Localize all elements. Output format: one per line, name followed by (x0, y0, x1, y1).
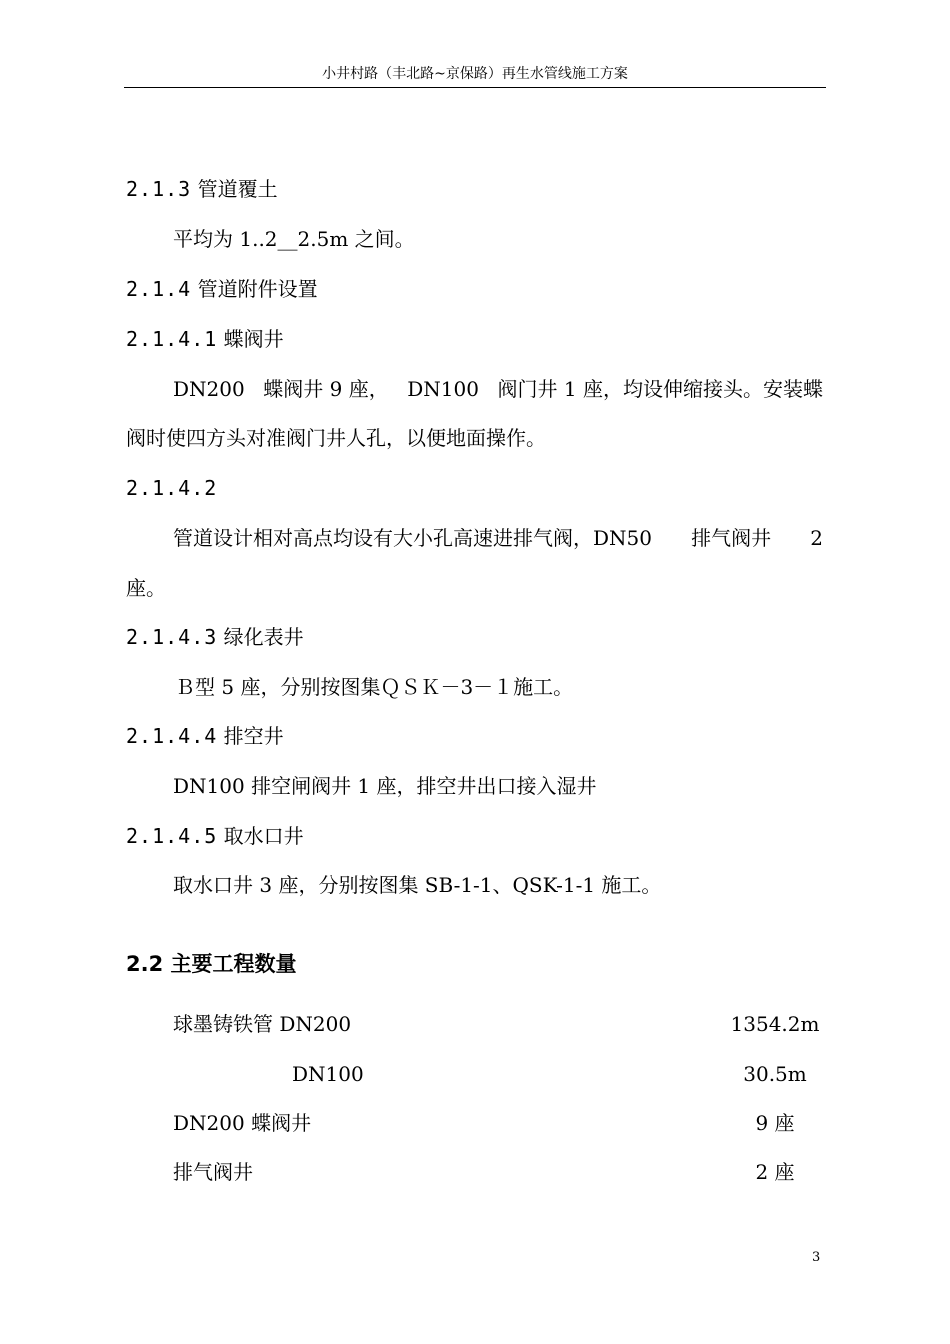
section-title: 绿化表井 (223, 625, 304, 649)
section-number: 2.1.3 (126, 177, 192, 201)
heading-2-1-4-3 (126, 623, 304, 651)
text-segment: 蝶阀井 9 座， (263, 377, 389, 401)
paragraph-2-1-4-1-line-1 (173, 375, 823, 403)
quantity-item-value: 1354.2m (730, 1012, 820, 1036)
quantity-item-name: 排气阀井 (173, 1160, 253, 1184)
heading-2-1-4-4 (126, 722, 284, 750)
paragraph-2-1-4-5: 取水口井 3 座，分别按图集 SB-1-1、QSK-1-1 施工。 (173, 873, 662, 897)
quantity-item-name: DN100 (292, 1062, 364, 1086)
paragraph-2-1-4-1-line-2: 阀时使四方头对准阀门井人孔，以便地面操作。 (126, 426, 546, 450)
section-title: 排空井 (223, 724, 284, 748)
page-header (124, 64, 826, 88)
quantity-item-value: 30.5m (743, 1062, 807, 1086)
paragraph-2-1-4-2-line-1 (173, 524, 823, 552)
section-title: 取水口井 (223, 824, 304, 848)
page-number: 3 (812, 1250, 821, 1265)
header-title: 小井村路（丰北路~京保路）再生水管线施工方案 (322, 66, 628, 82)
heading-2-1-4 (126, 275, 318, 303)
section-title: 管道覆土 (197, 177, 278, 201)
paragraph-2-1-4-2-line-2: 座。 (126, 576, 166, 600)
text-segment: DN100 (407, 377, 479, 401)
section-number: 2.1.4.4 (126, 724, 218, 748)
text-segment: 阀门井 1 座，均设伸缩接头。安装蝶 (497, 377, 823, 401)
heading-2-1-3 (126, 175, 278, 203)
section-number: 2.1.4.1 (126, 327, 218, 351)
text-segment: 2 (810, 526, 823, 550)
text-segment: 排气阀井 (691, 526, 772, 550)
section-number: 2.1.4 (126, 277, 192, 301)
quantity-item-name: 球墨铸铁管 DN200 (173, 1012, 352, 1036)
section-number: 2.1.4.2 (126, 476, 218, 500)
section-title: 蝶阀井 (223, 327, 284, 351)
heading-2-1-4-1 (126, 325, 284, 353)
heading-2-1-4-5 (126, 822, 304, 850)
quantity-item-name: DN200 蝶阀井 (173, 1111, 312, 1135)
quantity-item-value: 9 座 (755, 1111, 795, 1135)
heading-2-2: 2.2 主要工程数量 (126, 952, 297, 976)
paragraph-2-1-3: 平均为 1..2__2.5m 之间。 (173, 227, 415, 251)
paragraph-2-1-4-4: DN100 排空闸阀井 1 座，排空井出口接入湿井 (173, 774, 597, 798)
quantity-item-value: 2 座 (755, 1160, 795, 1184)
section-number: 2.1.4.3 (126, 625, 218, 649)
text-segment: 管道设计相对高点均设有大小孔高速进排气阀，DN50 (173, 526, 652, 550)
section-title: 管道附件设置 (197, 277, 318, 301)
section-number: 2.1.4.5 (126, 824, 218, 848)
paragraph-2-1-4-3: Ｂ型 5 座，分别按图集ＱＳＫ－3－１施工。 (175, 675, 574, 699)
heading-2-1-4-2 (126, 474, 217, 502)
text-segment: DN200 (173, 377, 245, 401)
